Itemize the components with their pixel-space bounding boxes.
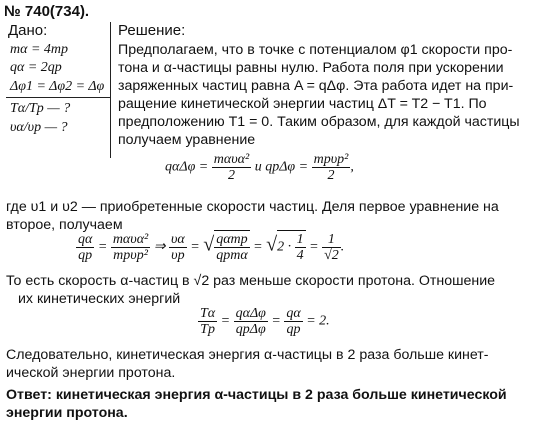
solution-text: ической энергии протона.: [6, 365, 176, 381]
answer-text: энергии протона.: [6, 405, 128, 421]
equation-energy-ratio: $\frac{T\alpha}{Tp}$ = $\frac{\text{qαΔφ}}{\text{qpΔφ}}$ = $\frac{q\alpha}{qp}$ = 2.: [200, 306, 330, 337]
solution-text: получаем уравнение: [118, 132, 256, 148]
given-line: υα/υp — ?: [10, 120, 68, 135]
given-line: qα = 2qp: [10, 60, 62, 75]
given-line: Δφ1 = Δφ2 = Δφ: [10, 79, 105, 94]
equation-energy: qαΔφ = $\frac{\text{mαυα²}}{2}$ и qpΔφ = $\frac{\text{mpυp²}}{2}$ ,: [165, 152, 354, 183]
sqrt-sign: √: [203, 233, 215, 256]
solution-text: второе, получаем: [6, 217, 123, 233]
fraction: $\frac{\text{mpυp²}}{2}$: [313, 152, 349, 183]
solution-text: их кинетических энергий: [18, 291, 181, 307]
problem-number: № 740(734).: [4, 3, 90, 20]
equation-velocity-ratio: $\frac{q\alpha}{qp}$ = $\frac{\text{mαυα²}}{\text{mpυp²}}$ ⇒ $\frac{\upsilon\alpha}{\upsilon p}$ = √ $\frac{\text{qαmp}}{\text{qpmα}}$ = √2 · $\frac{1}{4}$ = $\frac{1}{√2}$ .: [78, 232, 345, 263]
eq-term: и qpΔφ =: [254, 159, 309, 175]
given-divider-horizontal: [6, 97, 110, 98]
answer-text: Ответ: кинетическая энергия α-частицы в 2 раза больше кинетической: [6, 387, 507, 403]
solution-text: заряженных частиц равна A = qΔφ. Эта работа идет на при-: [118, 78, 514, 94]
solution-text: ращение кинетической энергии частиц ΔT = T2 − T1. По: [118, 96, 487, 112]
solution-text: где υ1 и υ2 — приобретенные скорости частиц. Деля первое уравнение на: [6, 199, 499, 215]
sqrt-sign: √: [266, 233, 278, 256]
given-line: Tα/Tp — ?: [10, 101, 71, 116]
solution-text: Предполагаем, что в точке с потенциалом φ1 скорости про-: [118, 42, 513, 58]
eq-term: qαΔφ =: [165, 159, 209, 175]
given-divider-vertical: [110, 22, 111, 158]
solution-text: То есть скорость α-частиц в √2 раз меньше скорости протона. Отношение: [6, 273, 496, 289]
solution-text: Следовательно, кинетическая энергия α-частицы в 2 раза больше кинет-: [6, 347, 489, 363]
solution-text: тона и α-частицы равны нулю. Работа поля при ускорении: [118, 60, 504, 76]
fraction: $\frac{\text{mαυα²}}{2}$: [213, 152, 250, 183]
given-line: mα = 4mp: [10, 42, 69, 57]
solution-text: предположению T1 = 0. Таким образом, для каждой частицы: [118, 114, 520, 130]
given-heading: Дано:: [8, 22, 48, 39]
solution-heading: Решение:: [118, 22, 186, 39]
